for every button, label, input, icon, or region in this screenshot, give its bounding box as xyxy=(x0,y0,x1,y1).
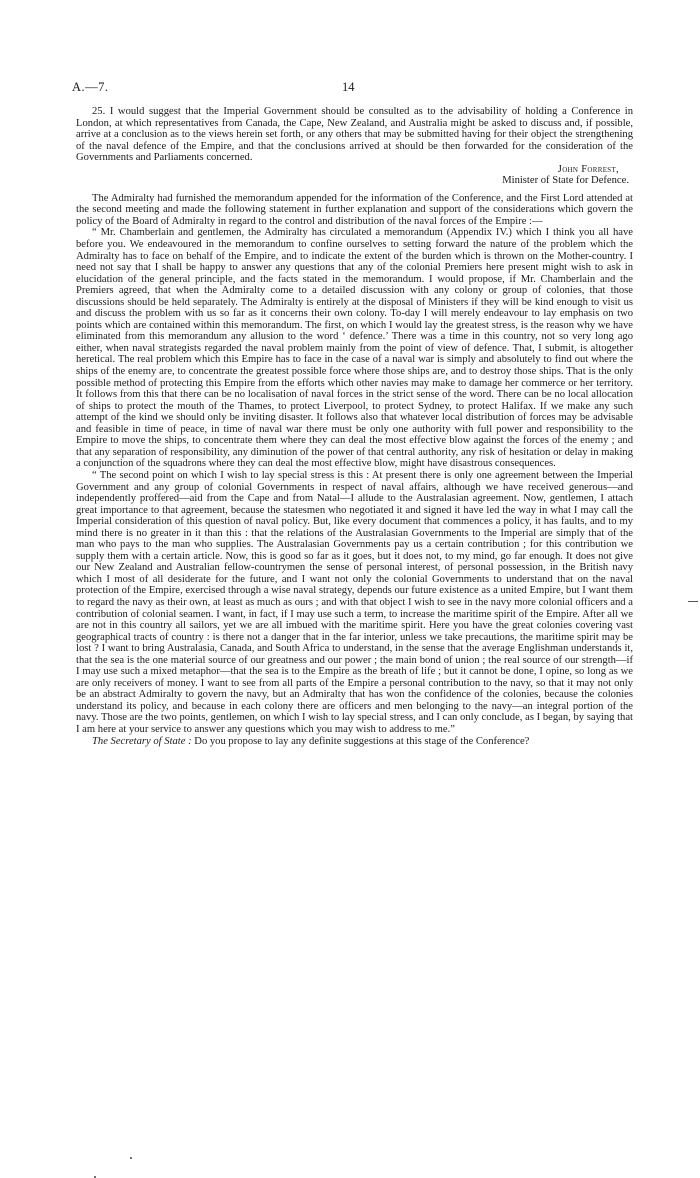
scan-speck xyxy=(130,1157,132,1159)
body-paragraph: “ Mr. Chamberlain and gentlemen, the Admiralty has circulated a memorandum (Appendix IV.) which I think you all have before you. We endeavoured in the memorandum to confine ourselves to setting forward the nature of the problem which the Admiralty has to face on behalf of the Empire, and to indicate the extent of the burden which is thrown on the Mother-country. I need not say that I shall be happy to answer any questions that any of the colonial Premiers here present might wish to ask in elucidation of the general principle, and the facts stated in the memorandum. I would propose, if Mr. Chamberlain and the Premiers agreed, that when the Admiralty come to a detailed discussion with any colony or group of colonies, that those discussions should be held separately. The Admiralty is entirely at the disposal of Ministers if they will be kind enough to visit us and discuss the problem with us so far as it concerns their own colony. To-day I will merely endeavour to lay emphasis on two points which are contained within this memorandum. The first, on which I would lay the greatest stress, is the reason why we have eliminated from this memorandum any allusion to the word ‘ defence.’ There was a time in this country, not so very long ago either, when naval strategists regarded the naval problem mainly from the point of view of defence. That, I submit, is altogether heretical. The real problem which this Empire has to face in the case of a naval war is simply and absolutely to find out where the ships of the enemy are, to concentrate the greatest possible force where those ships are, and to destroy those ships. That is the only possible method of protecting this Empire from the efforts which other navies may make to damage her commerce or her territory. It follows from this that there can be no localisation of naval forces in the strict sense of the word. There can be no local allocation of ships to protect the mouth of the Thames, to protect Liverpool, to protect Sydney, to protect Halifax. If we make any such attempt of the kind we should only be inviting disaster. It follows also that whatever local distribution of forces may be advisable and feasible in time of peace, in time of naval war there must be only one authority with full power and responsibility to the Empire to move the ships, to concentrate them where they can deal the most effective blow against the forces of the enemy ; and that any separation of responsibility, any diminution of the power of that central authority, any risk of hesitation or delay in making a conjunction of the squadrons where they can deal the most effective blow, might have disastrous consequences. xyxy=(76,227,633,470)
speaker-label: The Secretary of State : xyxy=(92,735,192,747)
page-content xyxy=(76,106,633,747)
closing-paragraph xyxy=(76,736,633,748)
signatory-name: John Forrest, xyxy=(557,163,619,175)
paragraph-25: 25. I would suggest that the Imperial Government should be consulted as to the advisability of holding a Conference in London, at which representatives from Canada, the Cape, New Zealand, and Australia might be asked to discuss and, if possible, arrive at a conclusion as to the views herein set forth, or any others that may be submitted having for their object the strengthening of the naval defence of the Empire, and that the conclusions arrived at should be then forwarded for the consideration of the Governments and Parliaments concerned. xyxy=(76,106,633,164)
document-reference: A.—7. xyxy=(72,80,109,94)
closing-text: Do you propose to lay any definite suggestions at this stage of the Conference? xyxy=(191,735,530,747)
signature-block xyxy=(76,164,633,187)
margin-mark xyxy=(688,601,698,602)
body-paragraph: The Admiralty had furnished the memorandum appended for the information of the Conference, and the First Lord attended at the second meeting and made the following statement in further explanation and support of the considerations which govern the policy of the Board of Admiralty in regard to the control and distribution of the naval forces of the Empire :— xyxy=(76,192,633,227)
page-header xyxy=(72,80,632,96)
page-number: 14 xyxy=(342,80,355,94)
signatory-title: Minister of State for Defence. xyxy=(502,175,629,187)
body-paragraph: “ The second point on which I wish to lay special stress is this : At present there is only one agreement between the Imperial Government and any group of colonial Governments in respect of naval affairs, although we have received generous—and independently proffered—aid from the Cape and from Natal—I allude to the Australasian agreement. Now, gentlemen, I attach great importance to that agreement, because the statesmen who negotiated it and signed it have led the way in what I may call the Imperial consideration of this question of naval policy. But, like every document that commences a policy, it has faults, and to my mind there is no greater in it than this : that the relations of the Australasian Governments to the Imperial are simply that of the man who pays to the man who supplies. The Australasian Governments pay us a certain contribution ; for this contribution we supply them with a certain article. Now, this is good so far as it goes, but it does not, to my mind, go far enough. It does not give our New Zealand and Australian fellow-countrymen the sense of personal interest, of personal possession, in the British navy which I most of all desiderate for the future, and I want not only the colonial Governments to understand that on the naval protection of the Empire, exercised through a wise naval strategy, depends our future existence as a united Empire, but I want them to regard the navy as their own, at least as much as ours ; and with that object I wish to see in the navy more colonial officers and a contribution of colonial seamen. I want, in fact, if I may use such a term, to increase the maritime spirit of the Empire. After all we are not in this country all sailors, yet we are all imbued with the maritime spirit. Here you have the great colonies covering vast geographical tracts of country : is there not a danger that in the far interior, unless we take precautions, the maritime spirit may be lost ? I want to bring Australasia, Canada, and South Africa to understand, in the sense that the average Englishman understands it, that the sea is the one material source of our greatness and our power ; the main bond of union ; the real source of our strength—if I may use such a mixed metaphor—that the sea is to the Empire as the breath of life ; but it cannot be done, I opine, so long as we are only receivers of money. I want to see from all parts of the Empire a personal contribution to the navy, so that it may not only be an abstract Admiralty to govern the navy, but an Admiralty that has won the confidence of the colonies, because the colonies understand its policy, and because in each colony there are officers and men belonging to the navy—an integral portion of the navy. Those are the two points, gentlemen, on which I wish to lay special stress, and I can only conclude, as I began, by saying that I am here at your service to answer any questions which you may wish to address to me.” xyxy=(76,469,633,735)
